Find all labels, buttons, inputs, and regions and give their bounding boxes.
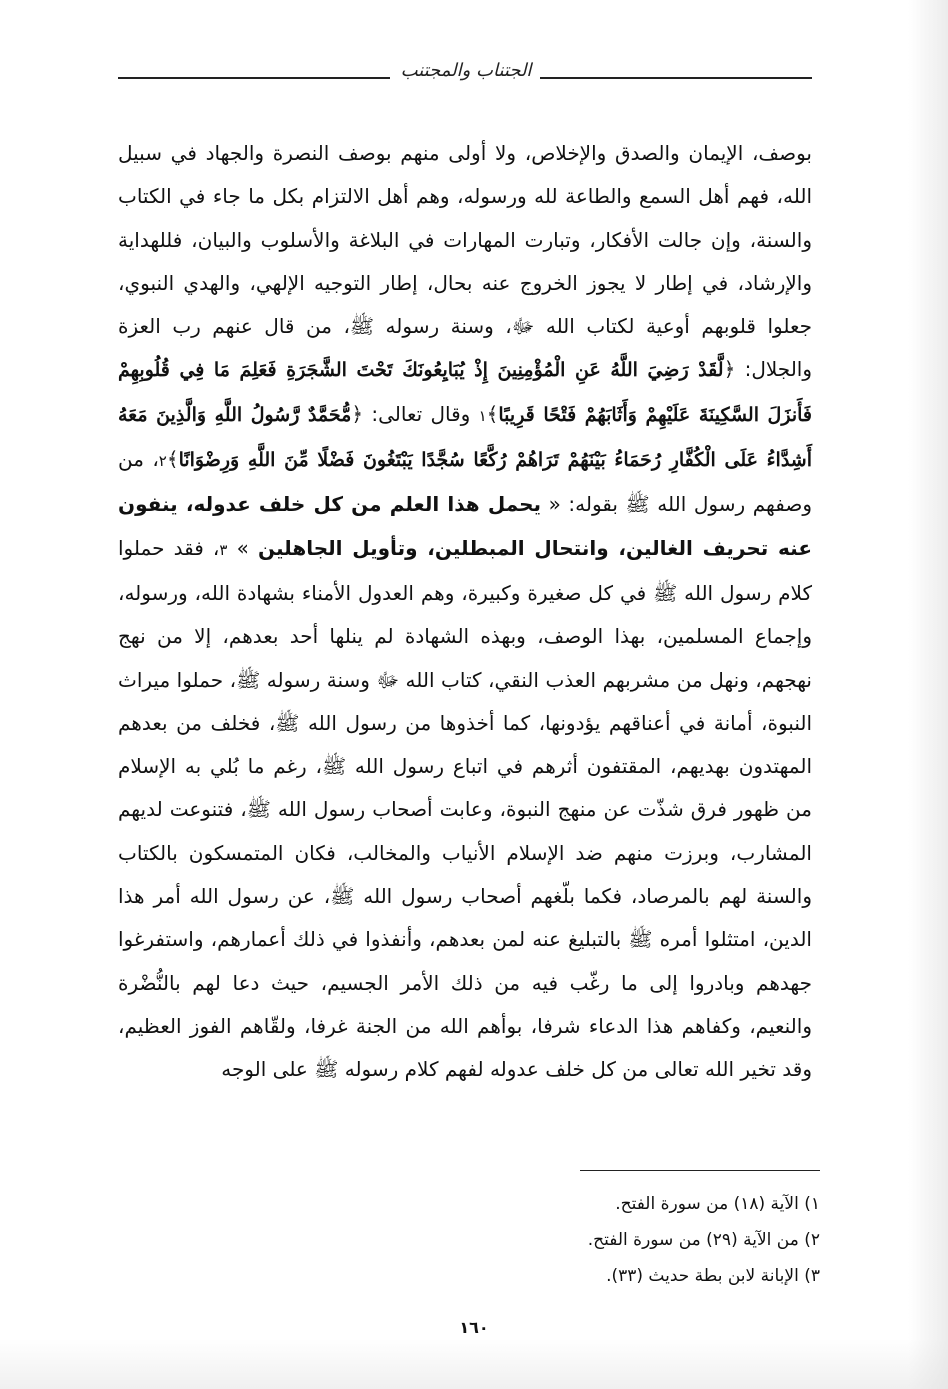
main-paragraph xyxy=(118,132,812,1092)
footnote-1: ١) الآية (١٨) من سورة الفتح. xyxy=(615,1194,820,1214)
header-rule-right xyxy=(540,77,812,79)
body-text-part5: ، فقد حملوا كلام رسول الله ﷺ في كل صغيرة وكبيرة، وهم العدول الأمناء بشهادة الله، ورسوله، وإجماع المسلمين، بهذا الوصف، وبهذه الشهادة لم ينلها أحد بعدهم، إلا من نهج نهجهم، ونهل من مشربهم العذب النقي، كتاب الله ﷻ وسنة رسوله ﷺ، حملوا ميراث النبوة، أمانة في أعناقهم يؤدونها، كما أخذوها من رسول الله ﷺ، فخلف من بعدهم المهتدون بهديهم، المقتفون أثرهم في اتباع رسول الله ﷺ، رغم ما بُلي به الإسلام من ظهور فرق شذّت عن منهج النبوة، وعابت أصحاب رسول الله ﷺ، فتنوعت لديهم المشارب، وبرزت منهم ضد الإسلام الأنياب والمخالب، فكان المتمسكون بالكتاب والسنة لهم بالمرصاد، فكما بلّغهم أصحاب رسول الله ﷺ، عن رسول الله أمر هذا الدين، امتثلوا أمره ﷺ بالتبليغ عنه لمن بعدهم، وأنفذوا في ذلك أعمارهم، واستفرغوا جهدهم وبادروا إلى ما رغّب فيه من ذلك الأمر الجسيم، حيث دعا لهم بالنُّضْرة والنعيم، وكفاهم هذا الدعاء شرفا، بوأهم الله من الجنة غرفا، ولقّاهم الفوز العظيم، وقد تخير الله تعالى من كل خلف عدوله لفهم كلام رسوله ﷺ على الوجه xyxy=(118,535,812,1082)
footnote-3: ٣) الإبانة لابن بطة حديث (٣٣). xyxy=(606,1266,820,1286)
main-text-block xyxy=(118,132,812,1092)
body-text-part3: ، من وصفهم رسول الله ﷺ بقوله: « xyxy=(118,447,812,517)
page-number: ١٦٠ xyxy=(459,1318,489,1337)
footnote-ref-2: ٢ xyxy=(158,452,167,471)
footnote-separator xyxy=(580,1170,820,1171)
quran-close-bracket: ﴾ xyxy=(486,401,499,426)
footnotes-block xyxy=(300,1186,820,1294)
running-header-title: الجتناب والمجتنب xyxy=(400,60,532,81)
body-text-part4: » xyxy=(227,535,259,560)
quran-verse-2: مُّحَمَّدٌ رَّسُولُ اللَّهِ وَالَّذِينَ مَعَهُ أَشِدَّاءُ عَلَى الْكُفَّارِ رُحَمَاءُ بَيْنَهُمْ تَرَاهُمْ رُكَّعًا سُجَّدًا يَبْتَغُونَ فَضْلًا مِّنَ اللَّهِ وَرِضْوَانًا xyxy=(118,403,812,472)
quran-open-bracket: ﴿ xyxy=(723,357,736,382)
quran-open-bracket-2: ﴿ xyxy=(351,401,364,426)
scan-bottom-shading xyxy=(0,1339,948,1389)
body-text-part1: بوصف، الإيمان والصدق والإخلاص، ولا أولى منهم بوصف النصرة والجهاد في سبيل الله، فهم أهل السمع والطاعة لله ورسوله، وهم أهل الالتزام بكل ما جاء في الكتاب والسنة، وإن جالت الأفكار، وتبارت المهارات في البلاغة والأسلوب والبيان، فللهداية والإرشاد، في إطار لا يجوز الخروج عنه بحال، إطار التوجيه الإلهي، والهدي النبوي، جعلوا قلوبهم أوعية لكتاب الله ﷻ، وسنة رسوله ﷺ، من قال عنهم رب العزة والجلال: xyxy=(118,141,813,382)
quran-verse-1: لَّقَدْ رَضِيَ اللَّهُ عَنِ الْمُؤْمِنِينَ إِذْ يُبَايِعُونَكَ تَحْتَ الشَّجَرَةِ فَعَلِمَ مَا فِي قُلُوبِهِمْ فَأَنزَلَ السَّكِينَةَ عَلَيْهِمْ وَأَثَابَهُمْ فَتْحًا قَرِيبًا xyxy=(118,359,812,426)
hadith-quote: يحمل هذا العلم من كل خلف عدوله، ينفون عنه تحريف الغالين، وانتحال المبطلين، وتأويل الجاهلين xyxy=(118,492,813,560)
quran-close-bracket-2: ﴾ xyxy=(166,447,179,472)
header-rule-left xyxy=(118,77,390,79)
footnote-ref-1: ١ xyxy=(478,406,487,425)
footnote-2: ٢) من الآية (٢٩) من سورة الفتح. xyxy=(587,1230,820,1250)
scan-edge-shading xyxy=(908,0,948,1389)
body-text-part2: وقال تعالى: xyxy=(363,401,479,426)
footnote-ref-3: ٣ xyxy=(219,540,228,559)
